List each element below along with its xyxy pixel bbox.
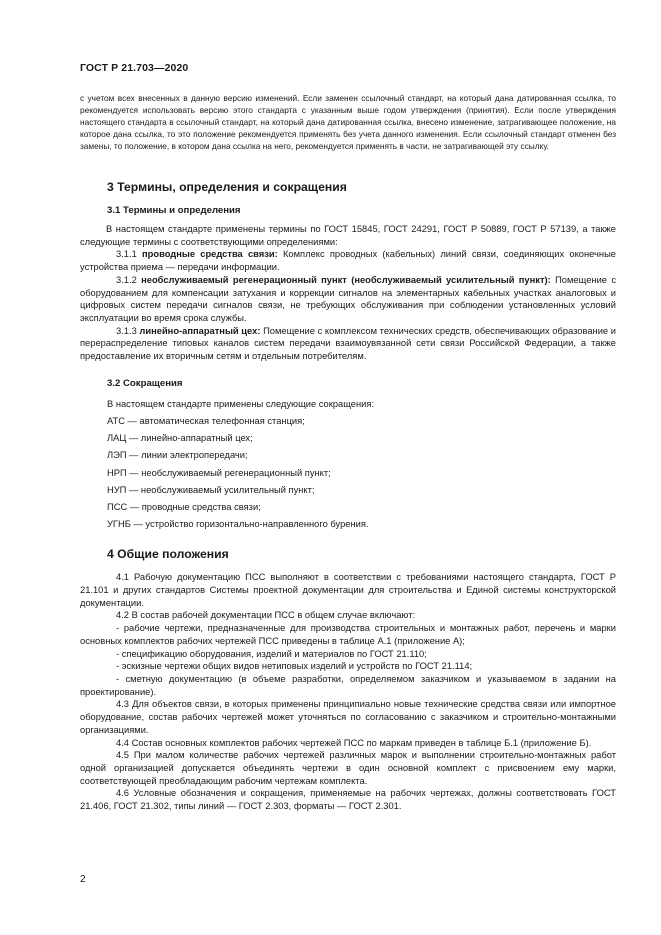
document-header: ГОСТ Р 21.703—2020 <box>80 62 189 74</box>
page-number: 2 <box>80 874 86 885</box>
term-number: 3.1.3 <box>116 325 140 336</box>
section-3-1-intro: В настоящем стандарте применены термины по ГОСТ 15845, ГОСТ 24291, ГОСТ Р 50889, ГОСТ Р 57139, а также следующие термины с соответствующими определениями: <box>80 224 616 247</box>
main-content <box>80 180 616 813</box>
term-definition: Помещение с комплексом технических средств, обеспечивающих образование и перераспределение типовых каналов систем передачи взаимоувязанной сети связи Российской Федерации, а также предоставление их вторичным сетям и отдельным потребителям. <box>80 325 616 362</box>
clause-4-2: 4.2 В состав рабочей документации ПСС в общем случае включают: <box>116 610 416 621</box>
abbreviation-item: УГНБ — устройство горизонтально-направленного бурения. <box>107 519 369 530</box>
clause-4-2-item: - рабочие чертежи, предназначенные для производства строительных и монтажных работ, перечень и марки основных комплектов рабочих чертежей ПСС приведены в таблице А.1 (приложение А); <box>80 623 616 646</box>
abbreviation-item: АТС — автоматическая телефонная станция; <box>107 415 305 426</box>
clause-4-6: 4.6 Условные обозначения и сокращения, применяемые на рабочих чертежах, должны соответствовать ГОСТ 21.406, ГОСТ 21.302, типы линий — ГОСТ 2.303, форматы — ГОСТ 2.301. <box>80 788 616 812</box>
term-3-1-3 <box>80 325 616 363</box>
clause-4-5: 4.5 При малом количестве рабочих чертежей различных марок и выполнении строительно-монтажных работ одной организацией допускается объединять чертежи в один основной комплект с присвоением ему марки, соответствующей преобладающим рабочим чертежам комплекта. <box>80 750 616 786</box>
term-definition: Комплекс проводных (кабельных) линий связи, соединяющих оконечные устройства приема — передачи информации. <box>80 249 616 273</box>
abbreviation-item: ЛАЦ — линейно-аппаратный цех; <box>107 433 253 444</box>
abbreviations-intro: В настоящем стандарте применены следующие сокращения: <box>107 398 375 409</box>
clause-4-2-item: - эскизные чертежи общих видов нетиповых изделий и устройств по ГОСТ 21.114; <box>116 661 473 672</box>
term-name: проводные средства связи: <box>142 249 278 260</box>
abbreviation-item: ПСС — проводные средства связи; <box>107 501 261 512</box>
term-name: линейно-аппаратный цех: <box>139 325 261 336</box>
section-3-title: 3 Термины, определения и сокращения <box>107 180 347 194</box>
clause-4-1: 4.1 Рабочую документацию ПСС выполняют в соответствии с требованиями настоящего стандарта, ГОСТ Р 21.101 и других стандартов Системы проектной документации для строительства и Единой системы конструкторской документации. <box>80 572 616 608</box>
term-3-1-1 <box>80 248 616 273</box>
term-definition: Помещение с оборудованием для компенсации затухания и коррекции сигналов на элементарных кабельных участках аналоговых и цифровых систем передачи сигналов связи, не требующих обслуживания при соблюдении установленных условий эксплуатации во время срока службы. <box>80 274 616 323</box>
clause-4-2-item: - сметную документацию (в объеме разработки, определяемом заказчиком и указываемом в задании на проектирование). <box>80 673 616 697</box>
clause-4-3: 4.3 Для объектов связи, в которых применены принципиально новые технические средства связи или импортное оборудование, состав рабочих чертежей может уточняться по согласованию с заказчиком и строительно-монтажными организациями. <box>80 699 616 735</box>
abbreviation-item: НРП — необслуживаемый регенерационный пункт; <box>107 467 331 478</box>
clause-4-2-item: - спецификацию оборудования, изделий и материалов по ГОСТ 21.110; <box>116 648 427 659</box>
section-3-2-title: 3.2 Сокращения <box>107 377 183 389</box>
clause-4-4: 4.4 Состав основных комплектов рабочих чертежей ПСС по маркам приведен в таблице Б.1 (приложение Б). <box>116 737 592 748</box>
intro-paragraph: с учетом всех внесенных в данную версию изменений. Если заменен ссылочный стандарт, на который дана датированная ссылка, то рекомендуется использовать версию этого стандарта с указанным выше годом утверждения (принятия). Если после утверждения настоящего стандарта в ссылочный стандарт, на который дана датированная ссылка, внесено изменение, затрагивающее положение, на которое дана ссылка, то это положение рекомендуется применять без учета данного изменения. Если ссылочный стандарт отменен без замены, то положение, в котором дана ссылка на него, рекомендуется применять в части, не затрагивающей эту ссылку. <box>80 93 616 152</box>
term-number: 3.1.2 <box>116 274 142 285</box>
term-number: 3.1.1 <box>116 249 143 260</box>
section-4-title: 4 Общие положения <box>107 547 229 562</box>
abbreviation-item: НУП — необслуживаемый усилительный пункт; <box>107 484 315 495</box>
term-3-1-2 <box>80 274 616 325</box>
abbreviation-item: ЛЭП — линии электропередачи; <box>107 450 248 461</box>
section-3-1-title: 3.1 Термины и определения <box>107 205 241 216</box>
term-name: необслуживаемый регенерационный пункт (необслуживаемый усилительный пункт): <box>141 274 551 285</box>
